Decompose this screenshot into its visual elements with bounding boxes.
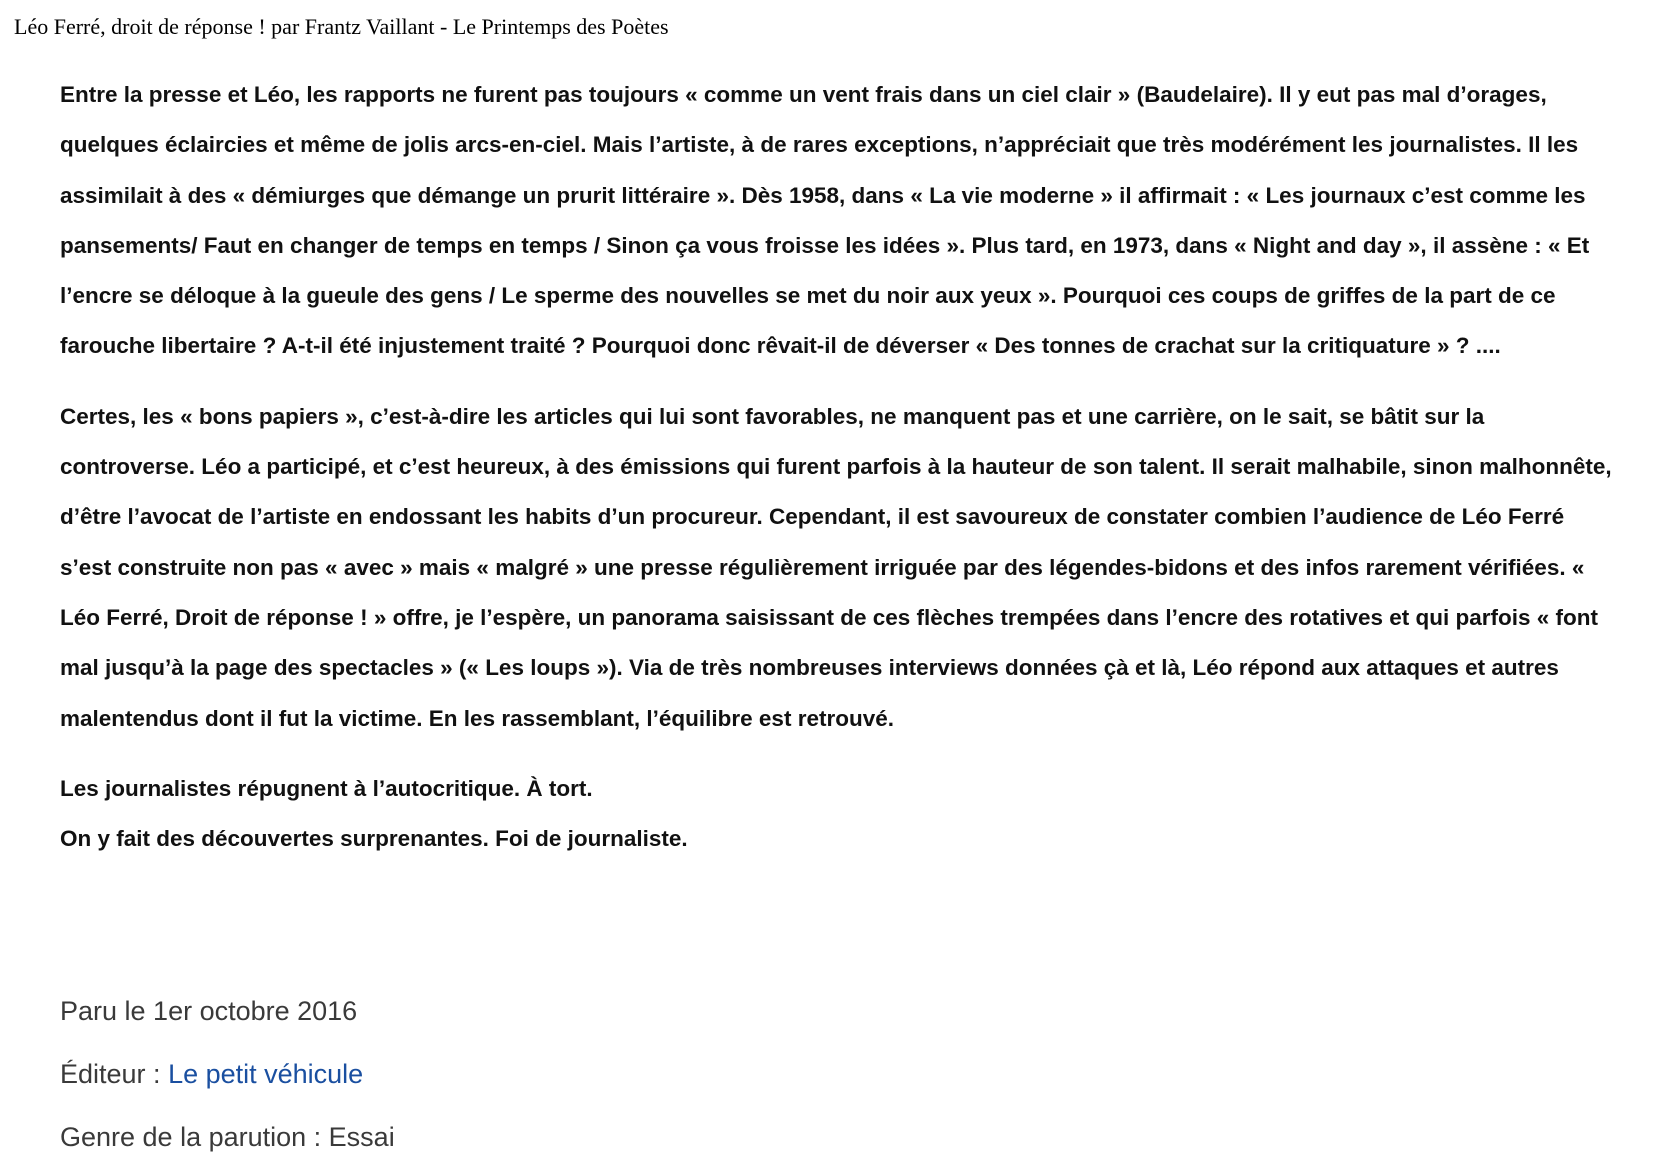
closing-line-1: Les journalistes répugnent à l’autocritique. À tort. [60, 775, 593, 801]
publisher-row [60, 1043, 395, 1106]
page-title: Léo Ferré, droit de réponse ! par Frantz Vaillant - Le Printemps des Poètes [14, 14, 669, 39]
publisher-link[interactable]: Le petit véhicule [168, 1059, 364, 1089]
article-closing [60, 764, 1620, 865]
article-body [60, 70, 1620, 864]
article-paragraph-1: Entre la presse et Léo, les rapports ne furent pas toujours « comme un vent frais dans un ciel clair » (Baudelaire). Il y eut pas mal d’orages, quelques éclaircies et même de jolis arcs-en-ciel. Mais l’artiste, à de rares exceptions, n’appréciait que très modérément les journalistes. Il les assimilait à des « démiurges que démange un prurit littéraire ». Dès 1958, dans « La vie moderne » il affirmait : « Les journaux c’est comme les pansements/ Faut en changer de temps en temps / Sinon ça vous froisse les idées ». Plus tard, en 1973, dans « Night and day », il assène : « Et l’encre se déloque à la gueule des gens / Le sperme des nouvelles se met du noir aux yeux ». Pourquoi ces coups de griffes de la part de ce farouche libertaire ? A-t-il été injustement traité ? Pourquoi donc rêvait-il de déverser « Des tonnes de crachat sur la critiquature » ? .... [60, 82, 1590, 359]
article-paragraph-2: Certes, les « bons papiers », c’est-à-dire les articles qui lui sont favorables, ne manquent pas et une carrière, on le sait, se bâtit sur la controverse. Léo a participé, et c’est heureux, à des émissions qui furent parfois à la hauteur de son talent. Il serait malhabile, sinon malhonnête, d’être l’avocat de l’artiste en endossant les habits d’un procureur. Cependant, il est savoureux de constater combien l’audience de Léo Ferré s’est construite non pas « avec » mais « malgré » une presse régulièrement irriguée par des légendes-bidons et des infos rarement vérifiées. « Léo Ferré, Droit de réponse ! » offre, je l’espère, un panorama saisissant de ces flèches trempées dans l’encre des rotatives et qui parfois « font mal jusqu’à la page des spectacles » (« Les loups »). Via de très nombreuses interviews données çà et là, Léo répond aux attaques et autres malentendus dont il fut la victime. En les rassemblant, l’équilibre est retrouvé. [60, 403, 1612, 731]
publisher-label: Éditeur : [60, 1059, 169, 1089]
publication-meta [60, 980, 395, 1169]
closing-line-2: On y fait des découvertes surprenantes. Foi de journaliste. [60, 826, 688, 852]
published-date: Paru le 1er octobre 2016 [60, 996, 358, 1026]
genre-row: Genre de la parution : Essai [60, 1122, 395, 1152]
